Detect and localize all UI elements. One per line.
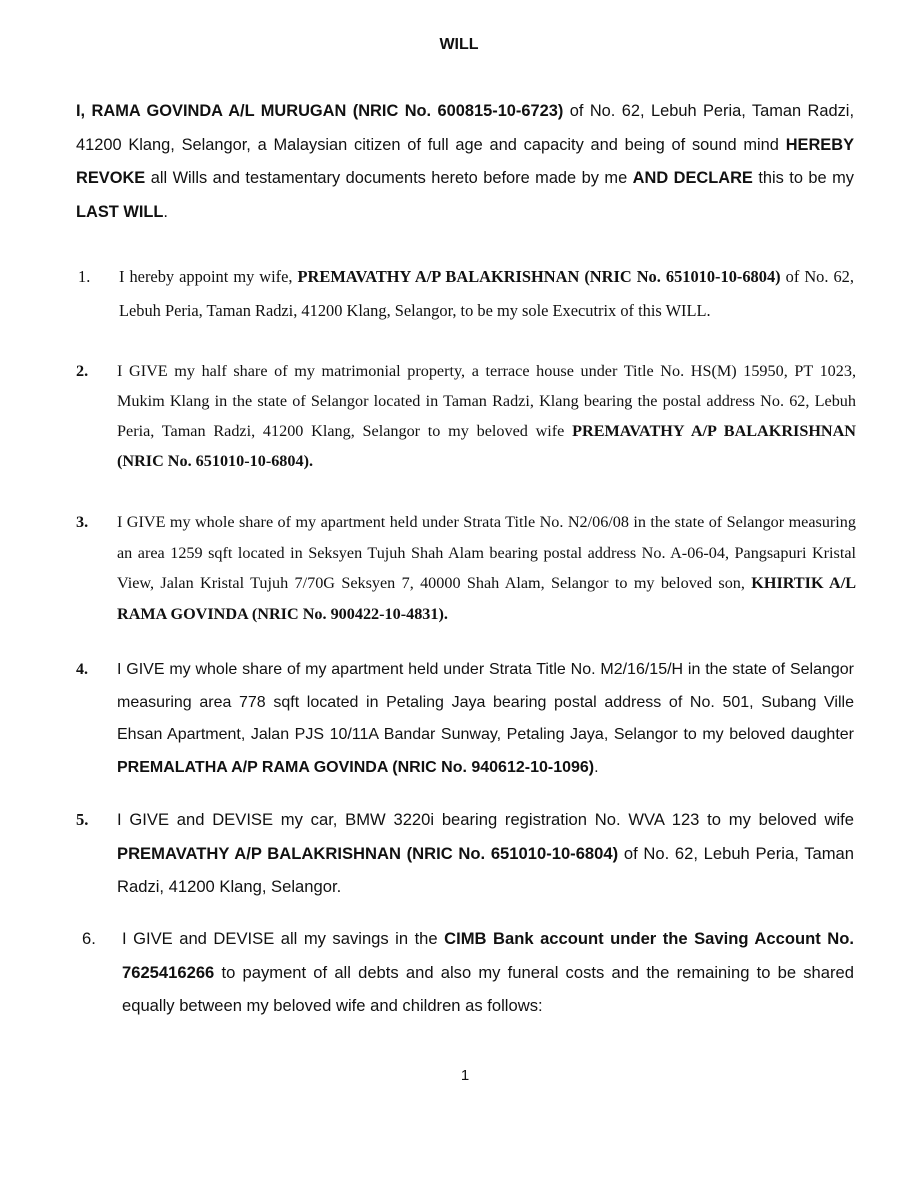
testator-identity: I, RAMA GOVINDA A/L MURUGAN (NRIC No. 600815-10-6723) xyxy=(76,102,564,120)
clause-5 xyxy=(76,803,854,904)
clause-pre-text: I hereby appoint my wife, xyxy=(119,267,298,286)
clause-1 xyxy=(78,260,854,328)
document-title: WILL xyxy=(439,36,479,53)
and-declare-phrase: AND DECLARE xyxy=(632,169,753,187)
clause-bold-text: PREMALATHA A/P RAMA GOVINDA (NRIC No. 940612-10-1096) xyxy=(117,758,595,776)
clause-2 xyxy=(76,356,856,476)
clause-pre-text: I GIVE and DEVISE all my savings in the xyxy=(122,929,445,948)
clause-number: 1. xyxy=(78,267,91,286)
clause-pre-text: I GIVE my half share of my matrimonial property, a terrace house under Title No. HS(M) 15950, PT 1023, Mukim Klang in the state of Selangor located in Taman Radzi, Klang bearing the postal address No. 62, Lebuh Peria, Taman Radzi, 41200 Klang, Selangor to my beloved wife xyxy=(117,362,856,440)
intro-end: . xyxy=(163,202,168,221)
clause-text xyxy=(117,803,854,904)
clause-bold-text: PREMAVATHY A/P BALAKRISHNAN (NRIC No. 651010-10-6804) xyxy=(117,843,619,863)
clause-6 xyxy=(82,922,854,1023)
clause-text xyxy=(117,507,856,629)
page-number: 1 xyxy=(460,1067,470,1084)
clause-pre-text: I GIVE and DEVISE my car, BMW 3220i bearing registration No. WVA 123 to my beloved wife xyxy=(117,810,854,829)
clause-text xyxy=(119,260,854,328)
last-will-phrase: LAST WILL xyxy=(76,202,164,221)
clause-number: 3. xyxy=(76,513,89,531)
clause-bold-text: KHIRTIK A/L RAMA GOVINDA (NRIC No. 900422-10-4831). xyxy=(117,574,856,623)
clause-4 xyxy=(76,654,854,784)
intro-address-text: of No. 62, Lebuh Peria, Taman Radzi, 41200 Klang, Selangor, a Malaysian citizen of full age and capacity and being of sound mind xyxy=(76,102,855,154)
clause-text xyxy=(117,356,856,476)
clause-number: 2. xyxy=(76,362,89,380)
clause-post-text: of No. 62, Lebuh Peria, Taman Radzi, 41200 Klang, Selangor. xyxy=(117,843,854,896)
clause-bold-text: PREMAVATHY A/P BALAKRISHNAN (NRIC No. 651010-10-6804). xyxy=(117,422,856,470)
clause-bold-text: PREMAVATHY A/P BALAKRISHNAN (NRIC No. 651010-10-6804) xyxy=(297,267,781,286)
intro-paragraph xyxy=(76,95,854,229)
clause-bold-text: CIMB Bank account under the Saving Account No. 7625416266 xyxy=(122,929,854,982)
clause-pre-text: I GIVE my whole share of my apartment held under Strata Title No. M2/16/15/H in the state of Selangor measuring area 778 sqft located in Petaling Jaya bearing postal address of No. 501, Subang Ville Ehsan Apartment, Jalan PJS 10/11A Bandar Sunway, Petaling Jaya, Selangor to my beloved daughter xyxy=(117,661,854,743)
clause-text xyxy=(122,922,854,1023)
clause-3 xyxy=(76,507,856,629)
revoke-phrase: HEREBY REVOKE xyxy=(76,135,854,187)
intro-this-text: this to be my xyxy=(752,169,854,187)
clause-number: 6. xyxy=(82,929,96,948)
clause-post-text: . xyxy=(594,758,599,776)
intro-mid-text: all Wills and testamentary documents hereto before made by me xyxy=(145,169,633,187)
clause-number: 4. xyxy=(76,661,88,678)
clause-pre-text: I GIVE my whole share of my apartment held under Strata Title No. N2/06/08 in the state of Selangor measuring an area 1259 sqft located in Seksyen Tujuh Shah Alam bearing postal address No. A-06-04, Pangsapuri Kristal View, Jalan Kristal Tujuh 7/70G Seksyen 7, 40000 Shah Alam, Selangor to my beloved son, xyxy=(117,513,856,592)
clause-text xyxy=(117,654,854,784)
clause-number: 5. xyxy=(76,810,89,829)
clause-post-text: of No. 62, Lebuh Peria, Taman Radzi, 41200 Klang, Selangor, to be my sole Executrix of this WILL. xyxy=(119,267,854,320)
clause-post-text: to payment of all debts and also my funeral costs and the remaining to be shared equally between my beloved wife and children as follows: xyxy=(122,962,854,1015)
